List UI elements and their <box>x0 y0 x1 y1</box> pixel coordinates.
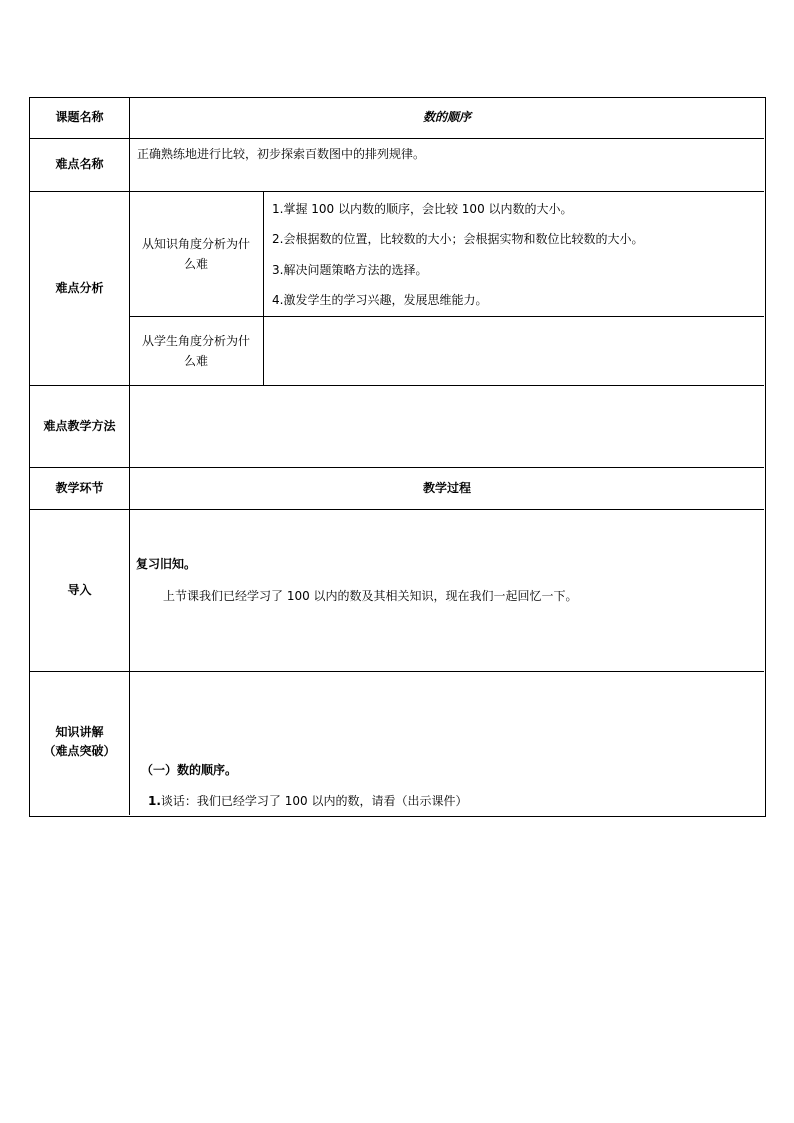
intro-label: 导入 <box>67 582 92 597</box>
title-value: 数的顺序 <box>422 110 471 125</box>
knowledge-item-3: 3.解决问题策略方法的选择。 <box>272 263 428 277</box>
process-stage-header: 教学环节 <box>55 480 104 495</box>
knowledge-angle-label: 从知识角度分析为什么难 <box>141 236 250 271</box>
step-item <box>148 792 467 809</box>
difficulty-name-label: 难点名称 <box>55 157 104 172</box>
intro-text: 上节课我们已经学习了 100 以内的数及其相关知识，现在我们一起回忆一下。 <box>163 589 578 603</box>
column-divider <box>129 98 130 815</box>
knowledge-item-2: 2.会根据数的位置，比较数的大小；会根据实物和数位比较数的大小。 <box>272 232 644 246</box>
row-divider <box>30 385 764 386</box>
knowledge-label-line2: （难点突破） <box>43 744 116 758</box>
process-content-header: 教学过程 <box>422 480 471 495</box>
knowledge-label <box>30 718 129 766</box>
row-divider <box>30 671 764 672</box>
row-divider <box>30 138 764 139</box>
difficulty-name-value: 正确熟练地进行比较，初步探索百数图中的排列规律。 <box>137 147 426 161</box>
intro-heading: 复习旧知。 <box>136 557 197 571</box>
title-label: 课题名称 <box>55 110 104 125</box>
row-divider <box>30 509 764 510</box>
lesson-plan-table <box>29 97 766 817</box>
step-number: 1. <box>148 794 161 808</box>
teaching-method-label: 难点教学方法 <box>43 418 116 433</box>
student-angle-label: 从学生角度分析为什么难 <box>141 333 250 368</box>
section-heading: （一）数的顺序。 <box>141 763 238 777</box>
column-divider <box>263 191 264 385</box>
knowledge-item-1: 1.掌握 100 以内数的顺序，会比较 100 以内数的大小。 <box>272 202 573 216</box>
difficulty-analysis-label: 难点分析 <box>55 280 104 295</box>
knowledge-item-4: 4.激发学生的学习兴趣，发展思维能力。 <box>272 293 488 307</box>
step-text: 谈话：我们已经学习了 100 以内的数，请看（出示课件） <box>160 794 468 808</box>
knowledge-label-line1: 知识讲解 <box>55 724 104 739</box>
